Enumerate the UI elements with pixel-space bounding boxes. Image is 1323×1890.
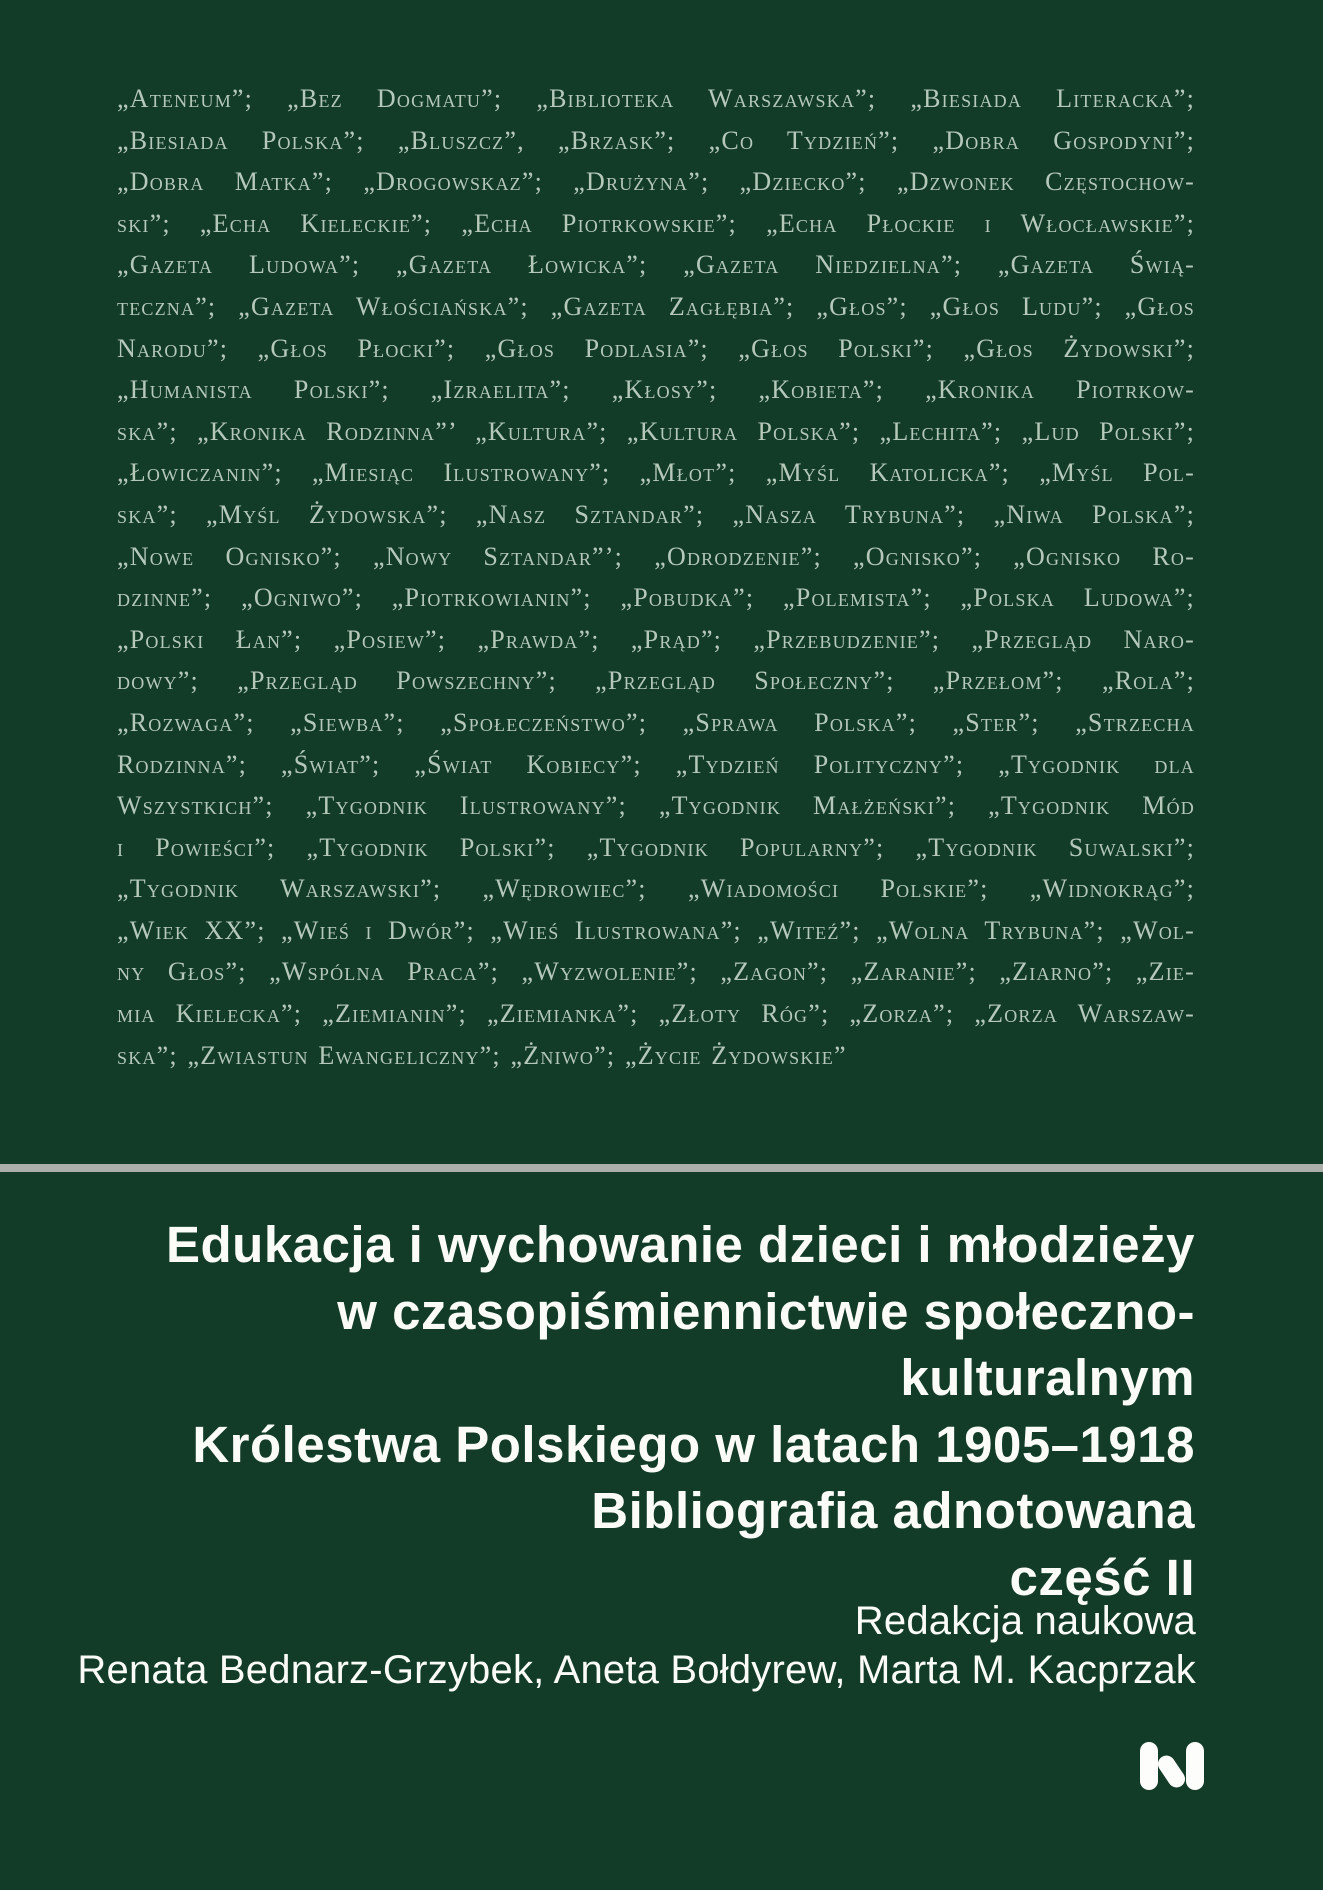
logo-bar-left — [1140, 1742, 1158, 1790]
periodicals-list-line: mia Kielecka”; „Ziemianin”; „Ziemianka”; „Złoty Róg”; „Zorza”; „Zorza Warszaw- — [117, 999, 1195, 1029]
editors-block — [60, 1597, 1196, 1695]
book-title-line: Edukacja i wychowanie dzieci i młodzieży — [166, 1216, 1195, 1273]
periodicals-list-line: „Łowiczanin”; „Miesiąc Ilustrowany”; „Młot”; „Myśl Katolicka”; „Myśl Pol- — [117, 458, 1195, 488]
periodicals-list-line: ski”; „Echa Kieleckie”; „Echa Piotrkowskie”; „Echa Płockie i Włocławskie”; — [117, 208, 1195, 238]
periodicals-list — [117, 78, 1195, 1076]
lodz-university-press-logo-icon — [1140, 1742, 1204, 1790]
editors-names: Renata Bednarz-Grzybek, Aneta Bołdyrew, Marta M. Kacprzak — [77, 1648, 1196, 1692]
periodicals-list-line: Narodu”; „Głos Płocki”; „Głos Podlasia”; „Głos Polski”; „Głos Żydowski”; — [117, 333, 1195, 363]
periodicals-list-line: dzinne”; „Ogniwo”; „Piotrkowianin”; „Pobudka”; „Polemista”; „Polska Ludowa”; — [117, 583, 1195, 613]
periodicals-list-line: Rodzinna”; „Świat”; „Świat Kobiecy”; „Tydzień Polityczny”; „Tygodnik dla — [117, 749, 1195, 779]
periodicals-list-line: „Biesiada Polska”; „Bluszcz”, „Brzask”; „Co Tydzień”; „Dobra Gospodyni”; — [117, 125, 1195, 155]
periodicals-list-line: „Nowe Ognisko”; „Nowy Sztandar”’; „Odrodzenie”; „Ognisko”; „Ognisko Ro- — [117, 541, 1195, 571]
periodicals-list-line: „Dobra Matka”; „Drogowskaz”; „Drużyna”; „Dziecko”; „Dzwonek Częstochow- — [117, 167, 1195, 197]
periodicals-list-line: Wszystkich”; „Tygodnik Ilustrowany”; „Tygodnik Małżeński”; „Tygodnik Mód — [117, 791, 1195, 821]
periodicals-list-line: i Powieści”; „Tygodnik Polski”; „Tygodnik Popularny”; „Tygodnik Suwalski”; — [117, 832, 1195, 862]
periodicals-list-line: „Polski Łan”; „Posiew”; „Prawda”; „Prąd”; „Przebudzenie”; „Przegląd Naro- — [117, 624, 1195, 654]
periodicals-list-line: dowy”; „Przegląd Powszechny”; „Przegląd Społeczny”; „Przełom”; „Rola”; — [117, 666, 1195, 696]
book-title-line: Bibliografia adnotowana — [591, 1482, 1195, 1539]
periodicals-list-line: ska”; „Myśl Żydowska”; „Nasz Sztandar”; „Nasza Trybuna”; „Niwa Polska”; — [117, 499, 1195, 529]
editors-heading: Redakcja naukowa — [854, 1599, 1196, 1643]
periodicals-list-line: „Tygodnik Warszawski”; „Wędrowiec”; „Wiadomości Polskie”; „Widnokrąg”; — [117, 874, 1195, 904]
periodicals-list-line: teczna”; „Gazeta Włościańska”; „Gazeta Zagłębia”; „Głos”; „Głos Ludu”; „Głos — [117, 291, 1195, 321]
periodicals-list-line: „Humanista Polski”; „Izraelita”; „Kłosy”; „Kobieta”; „Kronika Piotrkow- — [117, 375, 1195, 405]
logo-bar-right — [1186, 1742, 1204, 1790]
logo-bar-middle — [1155, 1752, 1189, 1791]
divider-rule — [0, 1164, 1323, 1172]
periodicals-list-line: „Gazeta Ludowa”; „Gazeta Łowicka”; „Gazeta Niedzielna”; „Gazeta Świą- — [117, 250, 1195, 280]
book-title-line: w czasopiśmiennictwie społeczno-kulturalnym — [337, 1282, 1195, 1406]
periodicals-list-line: ska”; „Zwiastun Ewangeliczny”; „Żniwo”; „Życie Żydowskie” — [117, 1040, 847, 1070]
book-title-line: Królestwa Polskiego w latach 1905–1918 — [192, 1415, 1195, 1473]
book-title-line: część II — [1009, 1548, 1195, 1606]
book-title — [60, 1212, 1195, 1611]
periodicals-list-line: ska”; „Kronika Rodzinna”’ „Kultura”; „Kultura Polska”; „Lechita”; „Lud Polski”; — [117, 416, 1195, 446]
periodicals-list-line: „Wiek XX”; „Wieś i Dwór”; „Wieś Ilustrowana”; „Witeź”; „Wolna Trybuna”; „Wol- — [117, 915, 1195, 945]
periodicals-list-line: ny Głos”; „Wspólna Praca”; „Wyzwolenie”; „Zagon”; „Zaranie”; „Ziarno”; „Zie- — [117, 957, 1195, 987]
periodicals-list-line: „Rozwaga”; „Siewba”; „Społeczeństwo”; „Sprawa Polska”; „Ster”; „Strzecha — [117, 707, 1195, 737]
periodicals-list-line: „Ateneum”; „Bez Dogmatu”; „Biblioteka Warszawska”; „Biesiada Literacka”; — [117, 84, 1195, 113]
